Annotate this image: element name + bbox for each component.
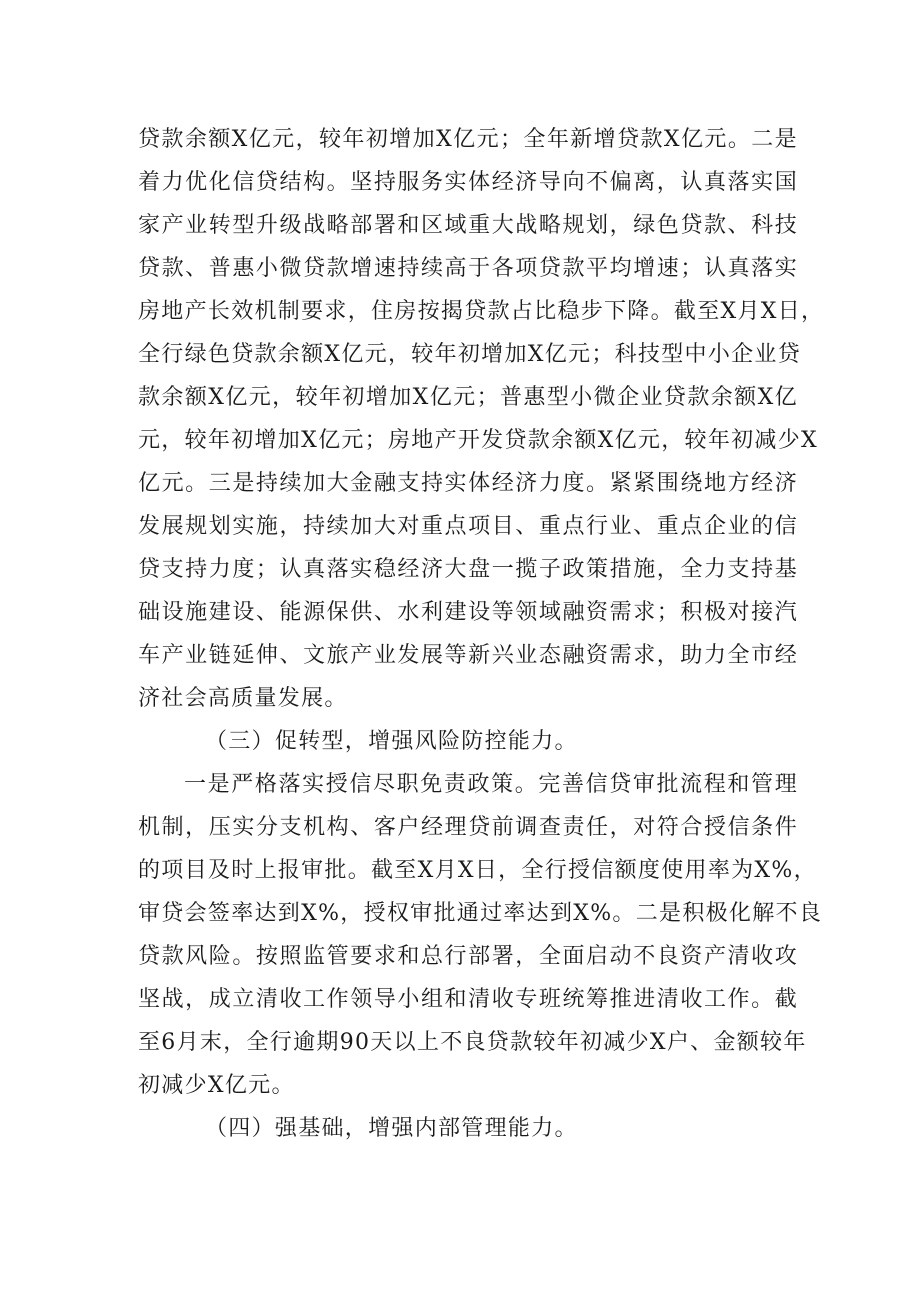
body-text-line: 贷支持力度；认真落实稳经济大盘一揽子政策措施，全力支持基: [138, 557, 798, 582]
section-heading-3: （三）促转型，增强风险防控能力。: [205, 729, 578, 754]
body-text-line: 的项目及时上报审批。截至X月X日，全行授信额度使用率为X%，: [138, 858, 817, 883]
body-text-line: 初减少X亿元。: [138, 1073, 295, 1098]
body-text-line: 房地产长效机制要求，住房按揭贷款占比稳步下降。截至X月X日，: [138, 299, 825, 324]
body-text-line: 家产业转型升级战略部署和区域重大战略规划，绿色贷款、科技: [138, 213, 798, 238]
body-text-line: 全行绿色贷款余额X亿元，较年初增加X亿元；科技型中小企业贷: [138, 342, 802, 367]
body-text-line: 贷款、普惠小微贷款增速持续高于各项贷款平均增速；认真落实: [138, 256, 798, 281]
body-text-line: 着力优化信贷结构。坚持服务实体经济导向不偏离，认真落实国: [138, 170, 798, 195]
body-text-line: 款余额X亿元，较年初增加X亿元；普惠型小微企业贷款余额X亿: [138, 385, 798, 410]
body-text-line: 机制，压实分支机构、客户经理贷前调查责任，对符合授信条件: [138, 815, 798, 840]
body-text-line: 济社会高质量发展。: [138, 686, 348, 711]
body-text-line: 亿元。三是持续加大金融支持实体经济力度。紧紧围绕地方经济: [138, 471, 798, 496]
body-text-line: 贷款风险。按照监管要求和总行部署，全面启动不良资产清收攻: [138, 944, 798, 969]
body-text-line: 一是严格落实授信尽职免责政策。完善信贷审批流程和管理: [184, 772, 798, 797]
body-text-line: 坚战，成立清收工作领导小组和清收专班统筹推进清收工作。截: [138, 987, 798, 1012]
body-text-line: 车产业链延伸、文旅产业发展等新兴业态融资需求，助力全市经: [138, 643, 798, 668]
body-text-line: 至6月末，全行逾期90天以上不良贷款较年初减少X户、金额较年: [138, 1030, 807, 1055]
section-heading-4: （四）强基础，增强内部管理能力。: [205, 1116, 578, 1141]
body-text-line: 贷款余额X亿元，较年初增加X亿元；全年新增贷款X亿元。二是: [138, 127, 798, 152]
body-text-line: 元，较年初增加X亿元；房地产开发贷款余额X亿元，较年初减少X: [138, 428, 818, 453]
body-text-line: 础设施建设、能源保供、水利建设等领域融资需求；积极对接汽: [138, 600, 798, 625]
body-text-line: 发展规划实施，持续加大对重点项目、重点行业、重点企业的信: [138, 514, 798, 539]
body-text-line: 审贷会签率达到X%，授权审批通过率达到X%。二是积极化解不良: [138, 901, 823, 926]
